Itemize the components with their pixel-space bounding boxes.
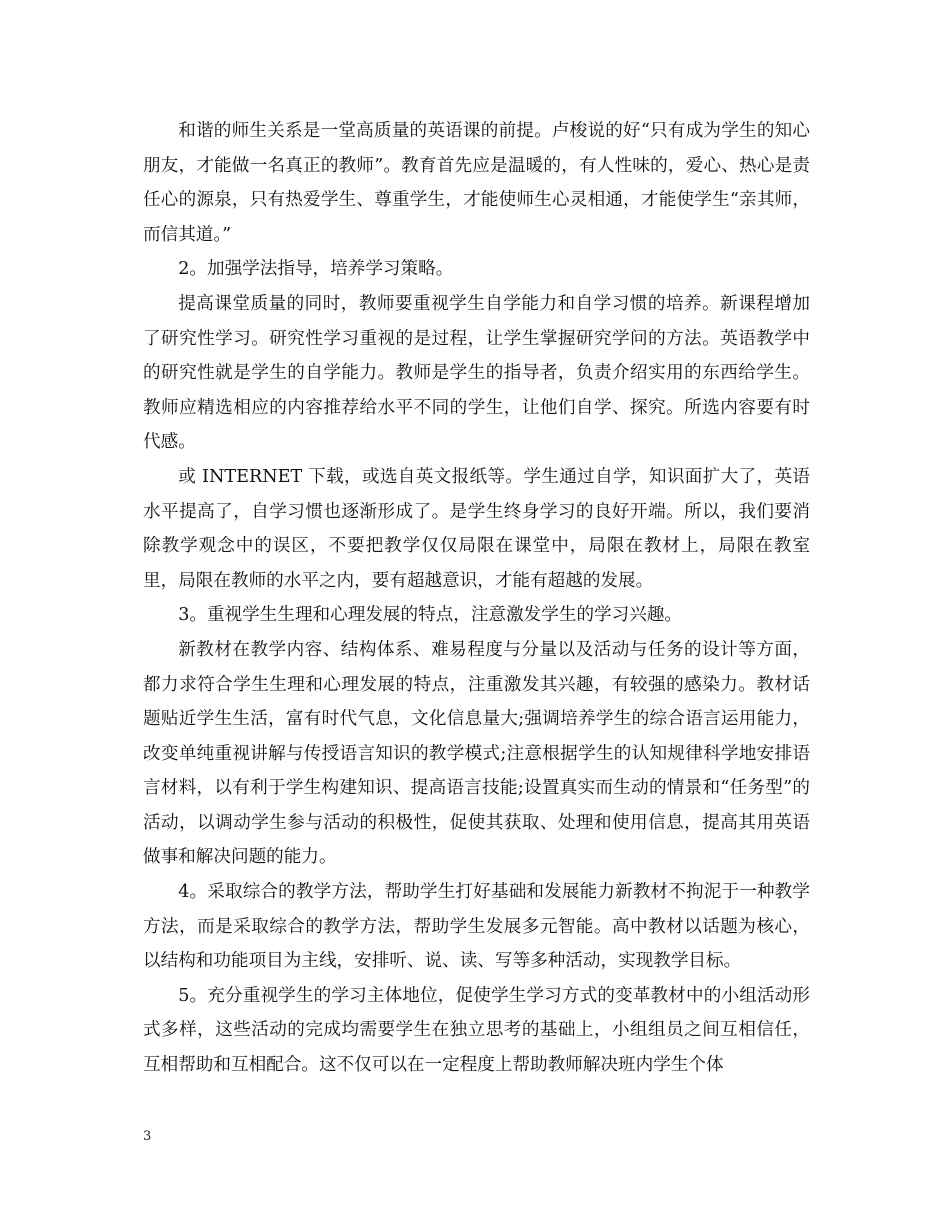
heading-student-development: 3。重视学生生理和心理发展的特点，注意激发学生的学习兴趣。 [178, 605, 683, 626]
paragraph-comprehensive-methods: 4。采取综合的教学方法，帮助学生打好基础和发展能力新教材不拘泥于一种教学方法，而是采取综合的教学方法，帮助学生发展多元智能。高中教材以话题为核心，以结构和功能项目为主线，安排听、说、读、写等多种活动，实现教学目标。 [143, 882, 810, 972]
paragraph-new-textbook: 新教材在教学内容、结构体系、难易程度与分量以及活动与任务的设计等方面，都力求符合学生生理和心理发展的特点，注重激发其兴趣，有较强的感染力。教材话题贴近学生生活，富有时代气息，文化信息量大;强调培养学生的综合语言运用能力，改变单纯重视讲解与传授语言知识的教学模式;注意根据学生的认知规律科学地安排语言材料，以有利于学生构建知识、提高语言技能;设置真实而生动的情景和“任务型”的活动，以调动学生参与活动的积极性，促使其获取、处理和使用信息，提高其用英语做事和解决问题的能力。 [143, 639, 810, 868]
page-number: 3 [143, 1129, 152, 1144]
paragraph-student-subject-status: 5。充分重视学生的学习主体地位，促使学生学习方式的变革教材中的小组活动形式多样，这些活动的完成均需要学生在独立思考的基础上，小组组员之间互相信任，互相帮助和互相配合。这不仅可以在一定程度上帮助教师解决班内学生个体 [143, 985, 810, 1076]
paragraph-self-study: 提高课堂质量的同时，教师要重视学生自学能力和自学习惯的培养。新课程增加了研究性学习。研究性学习重视的是过程，让学生掌握研究学问的方法。英语教学中的研究性就是学生的自学能力。教师是学生的指导者，负责介绍实用的东西给学生。教师应精选相应的内容推荐给水平不同的学生，让他们自学、探究。所选内容要有时代感。 [143, 293, 810, 453]
paragraph-internet-resources: 或 INTERNET 下载，或选自英文报纸等。学生通过自学，知识面扩大了，英语水平提高了，自学习惯也逐渐形成了。是学生终身学习的良好开端。所以，我们要消除教学观念中的误区，不要把教学仅仅局限在课堂中，局限在教材上，局限在教室里，局限在教师的水平之内，要有超越意识，才能有超越的发展。 [143, 466, 810, 591]
paragraph-teacher-student-relationship: 和谐的师生关系是一堂高质量的英语课的前提。卢梭说的好“只有成为学生的知心朋友，才能做一名真正的教师”。教育首先应是温暖的，有人性味的，爱心、热心是责任心的源泉，只有热爱学生、尊重学生，才能使师生心灵相通，才能使学生“亲其师，而信其道。” [143, 121, 810, 245]
heading-learning-strategy: 2。加强学法指导，培养学习策略。 [178, 259, 454, 280]
document-body [143, 114, 810, 1083]
